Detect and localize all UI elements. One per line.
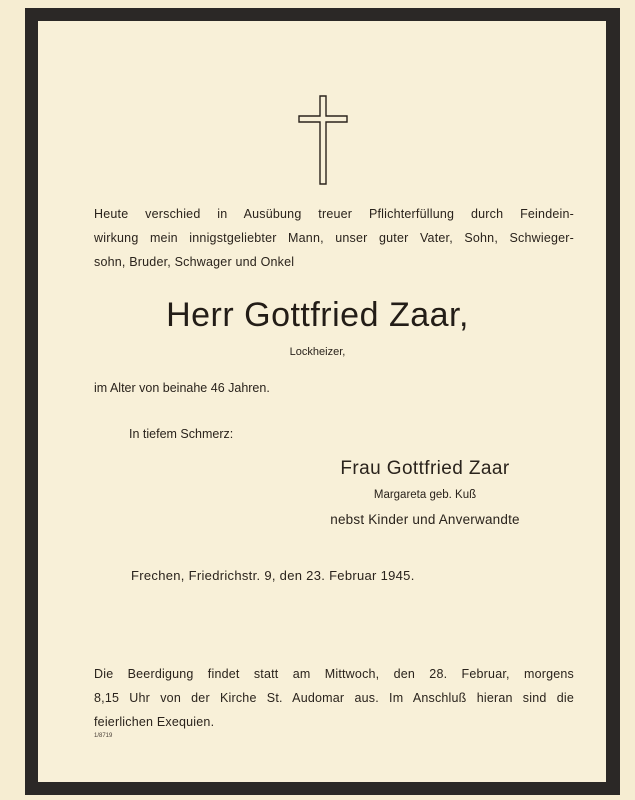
grief-line: In tiefem Schmerz: [129, 427, 234, 441]
funeral-line: 8,15 Uhr von der Kirche St. Audomar aus. Im Anschluß hieran sind die [94, 691, 574, 705]
intro-line: sohn, Bruder, Schwager und Onkel [94, 255, 295, 269]
cross-icon [298, 95, 348, 185]
place-date: Frechen, Friedrichstr. 9, den 23. Februar 1945. [131, 568, 415, 583]
maiden-name: Margareta geb. Kuß [373, 489, 477, 501]
print-mark: 1/8719 [94, 733, 113, 739]
intro-line: wirkung mein innigstgeliebter Mann, unser guter Vater, Sohn, Schwieger- [94, 231, 574, 245]
intro-paragraph [94, 202, 574, 274]
deceased-name: Herr Gottfried Zaar, [166, 296, 469, 334]
occupation: Lockheizer, [289, 346, 346, 358]
funeral-line: feierlichen Exequien. [94, 715, 215, 729]
widow-name: Frau Gottfried Zaar [340, 458, 510, 479]
family-line: nebst Kinder und Anverwandte [330, 512, 520, 527]
funeral-paragraph [94, 662, 574, 734]
age-line: im Alter von beinahe 46 Jahren. [94, 381, 270, 395]
funeral-line: Die Beerdigung findet statt am Mittwoch, den 28. Februar, morgens [94, 667, 574, 681]
intro-line: Heute verschied in Ausübung treuer Pflichterfüllung durch Feindein- [94, 207, 574, 221]
